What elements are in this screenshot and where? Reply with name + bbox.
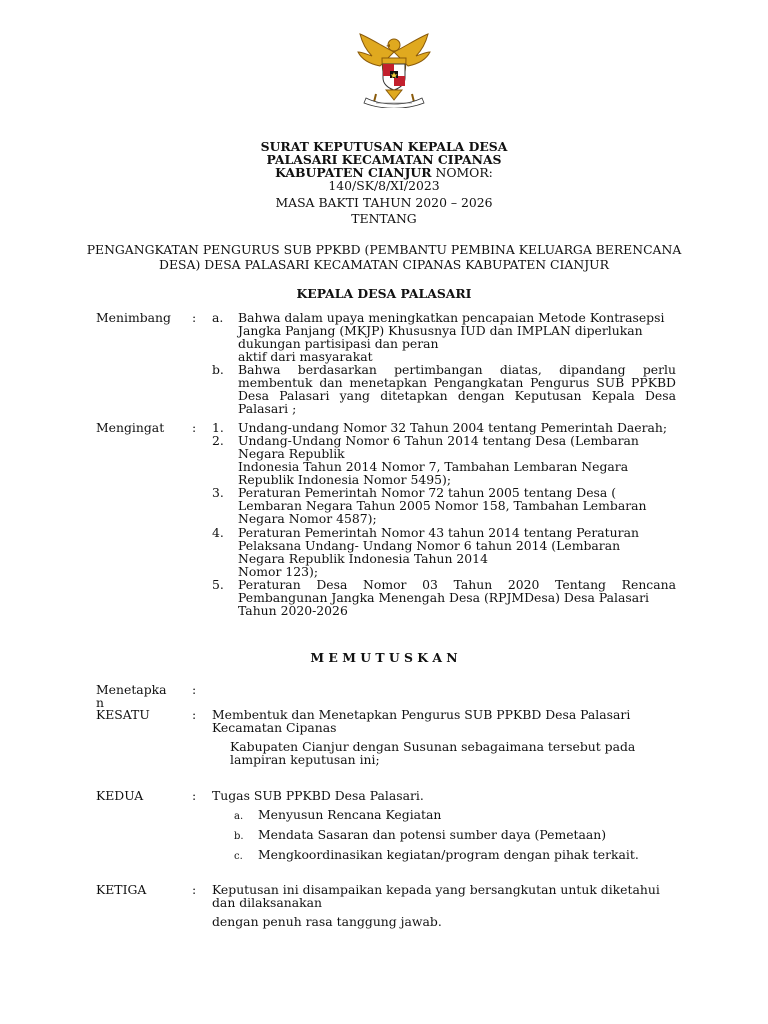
mengingat-5-line: Tahun 2020-2026 [238,603,348,618]
title-line-3-bold: KABUPATEN CIANJUR [275,165,432,180]
mengingat-4-line: Peraturan Pemerintah Nomor 43 tahun 2014 tentang Peraturan [238,525,639,540]
mengingat-2-line: Republik Indonesia Nomor 5495); [238,472,452,487]
ketiga-label: KETIGA [96,882,147,897]
mengingat-2-text [238,434,676,486]
mengingat-5-line: Pembangunan Jangka Menengah Desa (RPJMDesa) Desa Palasari [238,590,650,605]
kedua-task-marker: c. [234,851,243,862]
mengingat-5-line: Peraturan Desa Nomor 03 Tahun 2020 Tentang Rencana [238,577,676,592]
kedua-task-text: Mengkoordinasikan kegiatan/program dengan pihak terkait. [258,847,639,862]
official-heading [0,287,768,300]
mengingat-4-line: Negara Republik Indonesia Tahun 2014 [238,551,488,566]
kedua-task-text: Mendata Sasaran dan potensi sumber daya (Pemetaan) [258,827,607,842]
mengingat-2-line: Negara Republik [238,446,345,461]
menimbang-a-line: Jangka Panjang (MKJP) Khususnya IUD dan IMPLAN diperlukan [238,323,643,338]
kesatu-label: KESATU [96,707,150,722]
kesatu-line-4: lampiran keputusan ini; [230,752,380,767]
kedua-task-marker: b. [234,831,244,842]
title-line-3-rest: NOMOR: [431,165,493,180]
kedua-intro: Tugas SUB PPKBD Desa Palasari. [212,788,424,803]
menetapkan-label-1: Menetapka [96,682,167,697]
term-period: MASA BAKTI TAHUN 2020 – 2026 [275,195,493,210]
kesatu-colon: : [192,707,197,722]
mengingat-2-marker: 2. [212,433,224,448]
kedua-label: KEDUA [96,788,144,803]
mengingat-1-line: Undang-undang Nomor 32 Tahun 2004 tentang Pemerintah Daerah; [238,420,668,435]
title-line-2-text: PALASARI KECAMATAN CIPANAS [266,152,502,167]
menimbang-colon: : [192,310,197,325]
menimbang-b-line: Palasari ; [238,401,297,416]
decision-heading [0,651,768,664]
mengingat-4-line: Nomor 123); [238,564,319,579]
mengingat-3-line: Peraturan Pemerintah Nomor 72 tahun 2005 tentang Desa ( [238,485,617,500]
menetapkan-label-2: n [96,695,104,710]
mengingat-3-marker: 3. [212,485,224,500]
menimbang-a-text [238,311,676,363]
kesatu-line-1: Membentuk dan Menetapkan Pengurus SUB PPKBD Desa Palasari [212,707,631,722]
kedua-task-marker: a. [234,811,244,822]
mengingat-3-line: Lembaran Negara Tahun 2005 Nomor 158, Tambahan Lembaran [238,498,647,513]
menimbang-b-marker: b. [212,362,224,377]
menimbang-a-line: dukungan partisipasi dan peran [238,336,439,351]
kedua-task-text: Menyusun Rencana Kegiatan [258,807,442,822]
mengingat-1-marker: 1. [212,420,224,435]
mengingat-4-line: Pelaksana Undang- Undang Nomor 6 tahun 2014 (Lembaran [238,538,621,553]
garuda-emblem [352,32,436,108]
subject-line-2: DESA) DESA PALASARI KECAMATAN CIPANAS KABUPATEN CIANJUR [159,257,609,272]
mengingat-5-text [238,578,676,617]
menimbang-a-marker: a. [212,310,224,325]
menimbang-b-line: membentuk dan menetapkan Pengangkatan Pengurus SUB PPKBD [238,375,676,390]
mengingat-label: Mengingat [96,420,165,435]
menimbang-b-line: Bahwa berdasarkan pertimbangan diatas, dipandang perlu [238,362,676,377]
kesatu-line-2: Kecamatan Cipanas [212,720,337,735]
menimbang-label: Menimbang [96,310,171,325]
title-line-1-text: SURAT KEPUTUSAN KEPALA DESA [260,139,508,154]
about-label: TENTANG [351,211,417,226]
menimbang-a-line: aktif dari masyarakat [238,349,373,364]
ketiga-line-3: dengan penuh rasa tanggung jawab. [212,914,442,929]
official-heading-text: KEPALA DESA PALASARI [296,286,472,301]
menetapkan-colon: : [192,682,197,697]
mengingat-2-line: Undang-Undang Nomor 6 Tahun 2014 tentang Desa (Lembaran [238,433,639,448]
ketiga-line-1: Keputusan ini disampaikan kepada yang bersangkutan untuk diketahui [212,882,660,897]
mengingat-2-line: Indonesia Tahun 2014 Nomor 7, Tambahan Lembaran Negara [238,459,629,474]
subject-line-1: PENGANGKATAN PENGURUS SUB PPKBD (PEMBANTU PEMBINA KELUARGA BERENCANA [86,242,682,257]
decree-number: 140/SK/8/XI/2023 [328,178,440,193]
mengingat-3-line: Negara Nomor 4587); [238,511,377,526]
menimbang-b-line: Desa Palasari yang ditetapkan dengan Keputusan Kepala Desa [238,388,676,403]
mengingat-5-marker: 5. [212,577,224,592]
mengingat-3-text [238,486,676,525]
menimbang-b-text [238,363,676,415]
menimbang-a-line: Bahwa dalam upaya meningkatkan pencapaian Metode Kontrasepsi [238,310,665,325]
decision-heading-text: M E M U T U S K A N [310,650,458,665]
mengingat-colon: : [192,420,197,435]
ketiga-colon: : [192,882,197,897]
kedua-colon: : [192,788,197,803]
ketiga-line-2: dan dilaksanakan [212,895,322,910]
mengingat-4-marker: 4. [212,525,224,540]
kesatu-line-3: Kabupaten Cianjur dengan Susunan sebagaimana tersebut pada [230,739,636,754]
mengingat-4-text [238,526,676,578]
